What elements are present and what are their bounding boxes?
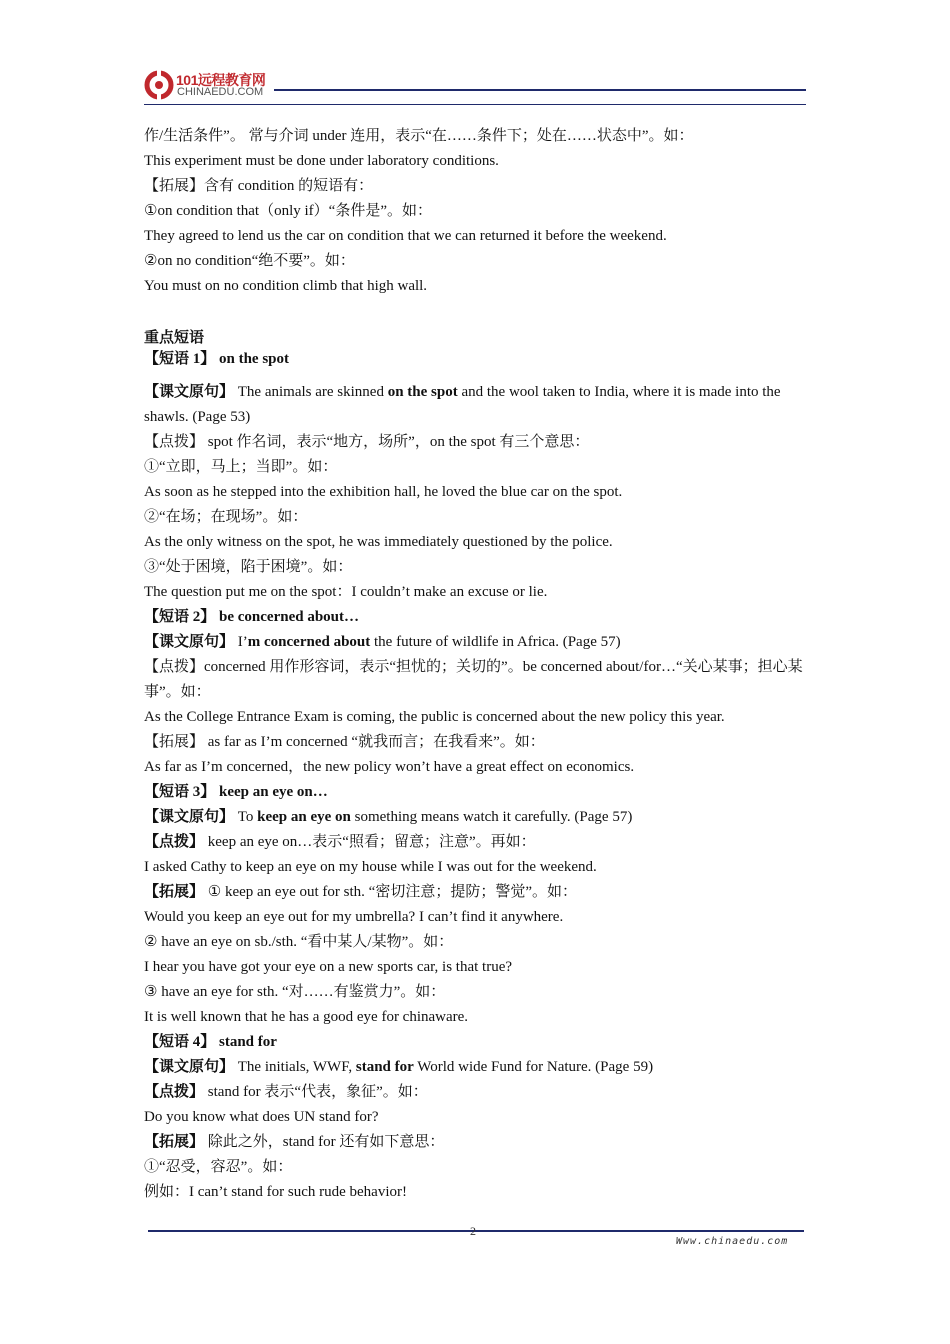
tuozhan-text: 除此之外，stand for 还有如下意思：: [204, 1134, 445, 1150]
phrase-1-original: [144, 380, 810, 430]
page-number: 2: [470, 1224, 476, 1238]
text-line: As far as I’m concerned，the new policy won’t have a great effect on economics.: [144, 759, 635, 775]
original-text-post: something means watch it carefully. (Page 57): [350, 809, 633, 825]
text-line: Do you know what does UN stand for?: [144, 1109, 379, 1125]
text-line: 【拓展】 as far as I’m concerned “就我而言；在我看来”。如：: [144, 734, 545, 750]
original-text-bold: stand for: [355, 1059, 414, 1075]
phrase-1-title: 【短语 1】 on the spot: [144, 351, 290, 367]
dianbo-text: stand for 表示“代表，象征”。如：: [204, 1084, 428, 1100]
original-text-post: the future of wildlife in Africa. (Page 57): [370, 634, 621, 650]
tuozhan-text: ① keep an eye out for sth. “密切注意；提防；警觉”。如：: [204, 884, 577, 900]
phrase-4-title: 【短语 4】 stand for: [144, 1034, 277, 1050]
original-text-post: and the wool taken to India, where it is made into the shawls. (Page 53): [144, 384, 781, 425]
text-line: ③“处于困境，陷于困境”。如：: [144, 559, 353, 575]
phrase-3-title: 【短语 3】 keep an eye on…: [144, 784, 328, 800]
phrase-3-dianbo: [144, 830, 810, 855]
logo-title: 101远程教育网: [176, 72, 266, 88]
original-label: 【课文原句】: [144, 634, 235, 650]
spacer: [144, 299, 810, 323]
dianbo-label: 【点拨】: [144, 834, 205, 850]
text-line: Would you keep an eye out for my umbrella? I can’t find it anywhere.: [144, 909, 564, 925]
text-line: They agreed to lend us the car on condition that we can returned it before the weekend.: [144, 228, 667, 244]
header-rule: [274, 89, 806, 91]
phrase-4-dianbo: [144, 1080, 810, 1105]
text-line: As soon as he stepped into the exhibition hall, he loved the blue car on the spot.: [144, 484, 623, 500]
original-label: 【课文原句】: [144, 384, 235, 400]
original-text-pre: The initials, WWF,: [237, 1059, 356, 1075]
text-line: ②on no condition“绝不要”。如：: [144, 253, 355, 269]
original-text-bold: on the spot: [387, 384, 458, 400]
header-rule-thin: [144, 104, 806, 105]
page-header: [144, 64, 806, 108]
text-line: 【点拨】 spot 作名词，表示“地方，场所”，on the spot 有三个意思：: [144, 434, 590, 450]
text-line: I asked Cathy to keep an eye on my house while I was out for the weekend.: [144, 859, 597, 875]
text-line: ①on condition that（only if）“条件是”。如：: [144, 203, 432, 219]
original-text-post: World wide Fund for Nature. (Page 59): [413, 1059, 654, 1075]
original-text-pre: To: [237, 809, 258, 825]
text-line: You must on no condition climb that high wall.: [144, 278, 428, 294]
original-text-bold: keep an eye on: [257, 809, 351, 825]
logo-subtitle: CHINAEDU.COM: [177, 86, 264, 98]
dianbo-label: 【点拨】: [144, 1084, 205, 1100]
text-line: ②“在场；在现场”。如：: [144, 509, 308, 525]
text-line: ①“忍受，容忍”。如：: [144, 1159, 293, 1175]
phrase-4-tuozhan: [144, 1130, 810, 1155]
phrase-2-original: [144, 630, 810, 655]
original-label: 【课文原句】: [144, 1059, 235, 1075]
text-line: ①“立即，马上；当即”。如：: [144, 459, 338, 475]
tuozhan-label: 【拓展】: [144, 884, 205, 900]
text-line: It is well known that he has a good eye for chinaware.: [144, 1009, 469, 1025]
text-line: The question put me on the spot：I couldn’t make an excuse or lie.: [144, 584, 548, 600]
text-line: 作/生活条件”。 常与介词 under 连用，表示“在……条件下；处在……状态中”。如：: [144, 128, 694, 144]
text-line: 例如：I can’t stand for such rude behavior!: [144, 1184, 407, 1200]
footer-url: Www.chinaedu.com: [676, 1236, 789, 1247]
section-title: 重点短语: [144, 330, 205, 346]
text-line: As the only witness on the spot, he was immediately questioned by the police.: [144, 534, 613, 550]
text-line: As the College Entrance Exam is coming, the public is concerned about the new policy this year.: [144, 709, 725, 725]
text-line: This experiment must be done under laboratory conditions.: [144, 153, 499, 169]
document-body: [144, 124, 810, 1205]
chinaedu-logo-icon: [144, 70, 174, 100]
phrase-3-original: [144, 805, 810, 830]
original-label: 【课文原句】: [144, 809, 235, 825]
original-text-pre: I’: [237, 634, 248, 650]
footer-rule: [148, 1230, 804, 1232]
dianbo-text: keep an eye on…表示“照看；留意；注意”。再如：: [204, 834, 536, 850]
original-text-pre: The animals are skinned: [237, 384, 388, 400]
original-text-bold: m concerned about: [247, 634, 371, 650]
text-line: 【拓展】含有 condition 的短语有：: [144, 178, 374, 194]
phrase-2-title: 【短语 2】 be concerned about…: [144, 609, 359, 625]
text-line: I hear you have got your eye on a new sports car, is that true?: [144, 959, 513, 975]
text-line: ② have an eye on sb./sth. “看中某人/某物”。如：: [144, 934, 454, 950]
tuozhan-label: 【拓展】: [144, 1134, 205, 1150]
phrase-3-tuozhan: [144, 880, 810, 905]
text-line: ③ have an eye for sth. “对……有鉴赏力”。如：: [144, 984, 446, 1000]
phrase-2-dianbo: 【点拨】concerned 用作形容词，表示“担忧的；关切的”。be concerned about/for…“关心某事；担心某事”。如：: [144, 659, 803, 700]
phrase-4-original: [144, 1055, 810, 1080]
